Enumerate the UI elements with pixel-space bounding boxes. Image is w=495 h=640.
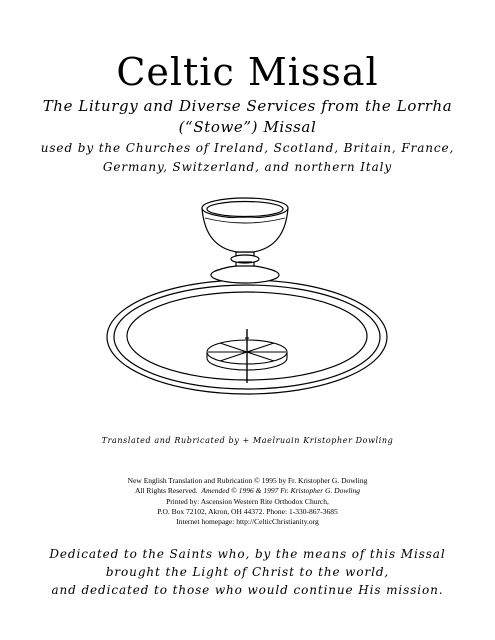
cover-title: Celtic Missal bbox=[116, 50, 379, 94]
address-line: P.O. Box 72102, Akron, OH 44372. Phone: 1-330-867-3685 bbox=[157, 506, 338, 516]
translator-credit: Translated and Rubricated by + Maelruain Kristopher Dowling bbox=[101, 436, 394, 445]
dedication-line-2: brought the Light of Christ to the world, bbox=[105, 565, 390, 579]
used-by-line-1: used by the Churches of Ireland, Scotland, Britain, France, bbox=[40, 141, 455, 155]
dedication-line-3: and dedicated to those who would continue His mission. bbox=[51, 583, 444, 597]
homepage-line: Internet homepage: http://CelticChristianity.org bbox=[176, 517, 319, 527]
cover-subtitle-line-1: The Liturgy and Diverse Services from the Lorrha bbox=[42, 97, 453, 115]
cover-subtitle-line-2: (“Stowe”) Missal bbox=[178, 118, 317, 136]
amended-text: Amended © 1996 & 1997 Fr. Kristopher G. Dowling bbox=[201, 486, 361, 496]
chalice bbox=[202, 198, 288, 283]
rights-reserved-text: All Rights Reserved. bbox=[134, 486, 198, 496]
used-by-line-2: Germany, Switzerland, and northern Italy bbox=[102, 160, 393, 174]
dedication-line-1: Dedicated to the Saints who, by the means of this Missal bbox=[49, 547, 446, 561]
copyright-block bbox=[0, 476, 495, 527]
host-bread bbox=[207, 329, 287, 383]
copyright-line: New English Translation and Rubrication © 1995 by Fr. Kristopher G. Dowling bbox=[127, 476, 368, 485]
rights-line bbox=[0, 486, 495, 496]
chalice-and-paten-icon bbox=[95, 192, 400, 407]
printer-line: Printed by: Ascension Western Rite Orthodox Church, bbox=[166, 496, 329, 506]
